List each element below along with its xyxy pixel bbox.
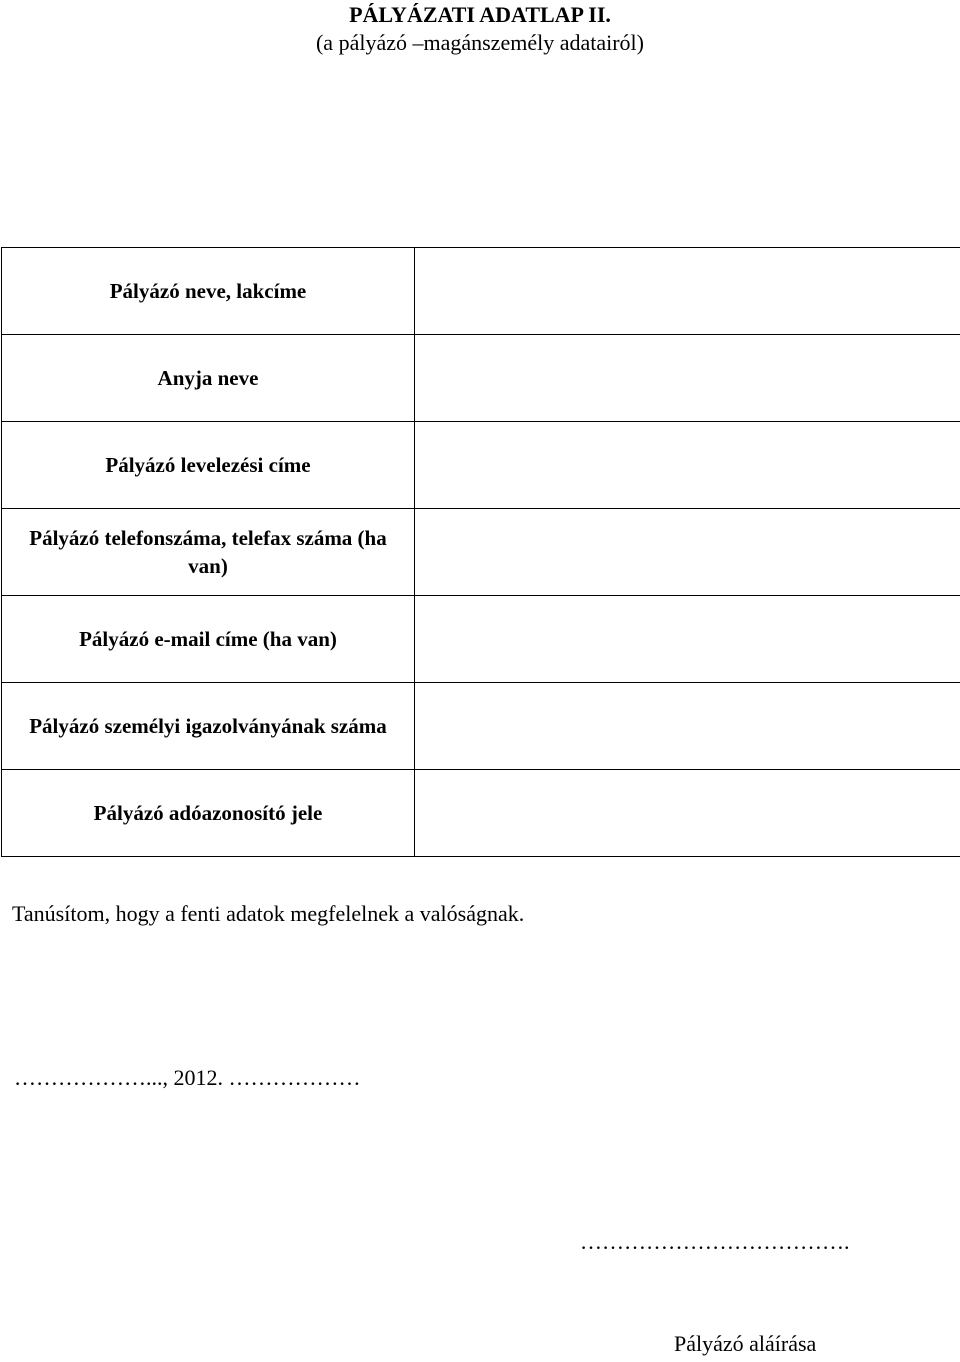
signature-line: ……………………………….	[580, 1229, 850, 1254]
row-label-id-card-number: Pályázó személyi igazolványának száma	[2, 683, 415, 770]
field-name-address[interactable]	[415, 248, 960, 335]
table-row	[2, 335, 960, 422]
table-row	[2, 683, 960, 770]
row-label-phone-fax: Pályázó telefonszáma, telefax száma (ha van)	[2, 509, 415, 596]
table-row	[2, 596, 960, 683]
certification-statement: Tanúsítom, hogy a fenti adatok megfelelnek a valóságnak.	[12, 901, 525, 926]
applicant-data-table	[1, 247, 960, 857]
row-label-mother-name: Anyja neve	[2, 335, 415, 422]
table-row	[2, 770, 960, 857]
row-label-email: Pályázó e-mail címe (ha van)	[2, 596, 415, 683]
document-title: PÁLYÁZATI ADATLAP II.	[349, 2, 611, 27]
field-id-card-number[interactable]	[415, 683, 960, 770]
place-date-line: ………………..., 2012. ………………	[14, 1065, 361, 1090]
field-mother-name[interactable]	[415, 335, 960, 422]
field-mailing-address[interactable]	[415, 422, 960, 509]
table-row	[2, 422, 960, 509]
field-phone-fax[interactable]	[415, 509, 960, 596]
table-row	[2, 248, 960, 335]
document-subtitle: (a pályázó –magánszemély adatairól)	[315, 30, 644, 55]
row-label-name-address: Pályázó neve, lakcíme	[2, 248, 415, 335]
table-row	[2, 509, 960, 596]
field-tax-id[interactable]	[415, 770, 960, 857]
row-label-mailing-address: Pályázó levelezési címe	[2, 422, 415, 509]
field-email[interactable]	[415, 596, 960, 683]
row-label-tax-id: Pályázó adóazonosító jele	[2, 770, 415, 857]
signature-label: Pályázó aláírása	[674, 1331, 817, 1356]
